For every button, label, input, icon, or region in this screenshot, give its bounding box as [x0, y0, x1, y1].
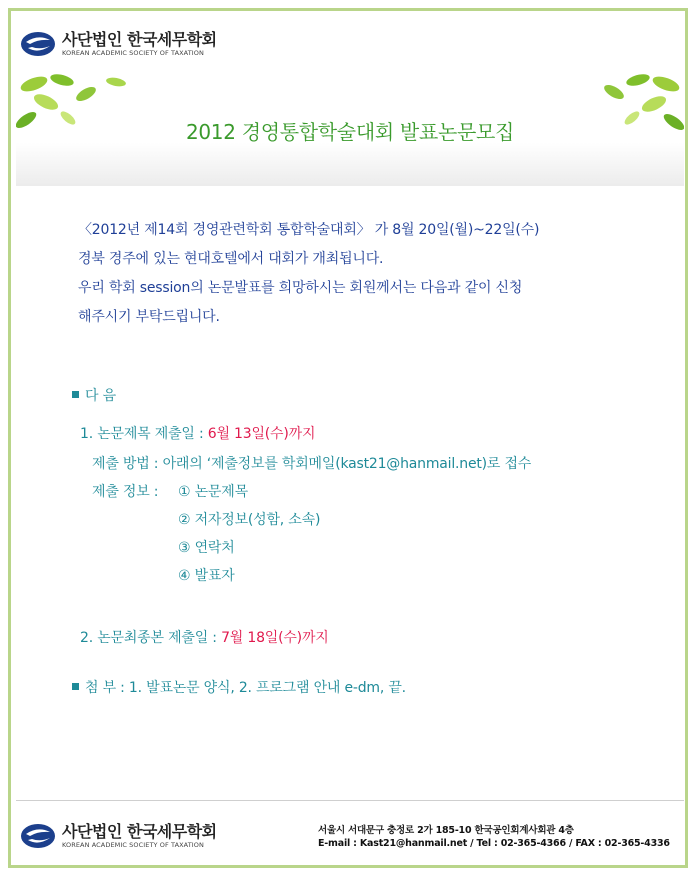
item1-info-label: 제출 정보 :	[92, 484, 159, 500]
footer-divider	[16, 800, 684, 801]
attachment-text: 첨 부 : 1. 발표논문 양식, 2. 프로그램 안내 e-dm, 끝.	[85, 680, 406, 696]
info-item: ① 논문제목	[178, 484, 248, 500]
footer-contact: E-mail : Kast21@hanmail.net / Tel : 02-365-4366 / FAX : 02-365-4336	[318, 838, 670, 849]
intro-line: 우리 학회 session의 논문발표를 희망하시는 회원께서는 다음과 같이 신청	[78, 280, 523, 296]
footer-logo-korean-name: 사단법인 한국세무학회	[62, 821, 217, 841]
bullet-square-icon	[72, 391, 79, 398]
item1-deadline	[80, 423, 315, 443]
item2-date: 7월 18일(수)까지	[221, 630, 329, 646]
banner-title: 2012 경영통합학술대회 발표논문모집	[185, 120, 515, 144]
item1-method: 제출 방법 : 아래의 ‘제출정보를 학회메일(kast21@hanmail.net)로 접수	[92, 456, 532, 472]
info-item: ③ 연락처	[178, 540, 235, 556]
footer-logo	[20, 822, 217, 850]
intro-line: 〈2012년 제14회 경영관련학회 통합학술대회〉 가 8월 20일(월)~22일(수)	[78, 222, 540, 238]
item2-label: 2. 논문최종본 제출일 :	[80, 630, 222, 646]
right-leaves-icon	[544, 72, 684, 152]
logo-english-name: KOREAN ACADEMIC SOCIETY OF TAXATION	[62, 48, 204, 57]
intro-line: 해주시기 부탁드립니다.	[78, 309, 220, 325]
title-banner	[16, 72, 684, 186]
society-logo-icon	[20, 30, 56, 58]
notice-heading	[72, 385, 116, 405]
item1-date: 6월 13일(수)까지	[207, 426, 316, 442]
info-item: ④ 발표자	[178, 568, 235, 584]
intro-paragraph	[78, 216, 539, 332]
intro-line: 경북 경주에 있는 현대호텔에서 대회가 개최됩니다.	[78, 251, 384, 267]
info-item: ② 저자정보(성함, 소속)	[178, 512, 321, 528]
logo-korean-name: 사단법인 한국세무학회	[62, 29, 217, 49]
item1-label: 1. 논문제목 제출일 :	[80, 426, 208, 442]
notice-heading-text: 다 음	[85, 388, 116, 404]
item2-deadline	[80, 627, 329, 647]
society-logo-icon	[20, 822, 56, 850]
footer-address: 서울시 서대문구 충정로 2가 185-10 한국공인회계사회관 4층	[318, 825, 574, 836]
bullet-square-icon	[72, 683, 79, 690]
footer-logo-english-name: KOREAN ACADEMIC SOCIETY OF TAXATION	[62, 840, 204, 849]
header-logo	[20, 30, 217, 58]
attachment-line	[72, 677, 406, 697]
